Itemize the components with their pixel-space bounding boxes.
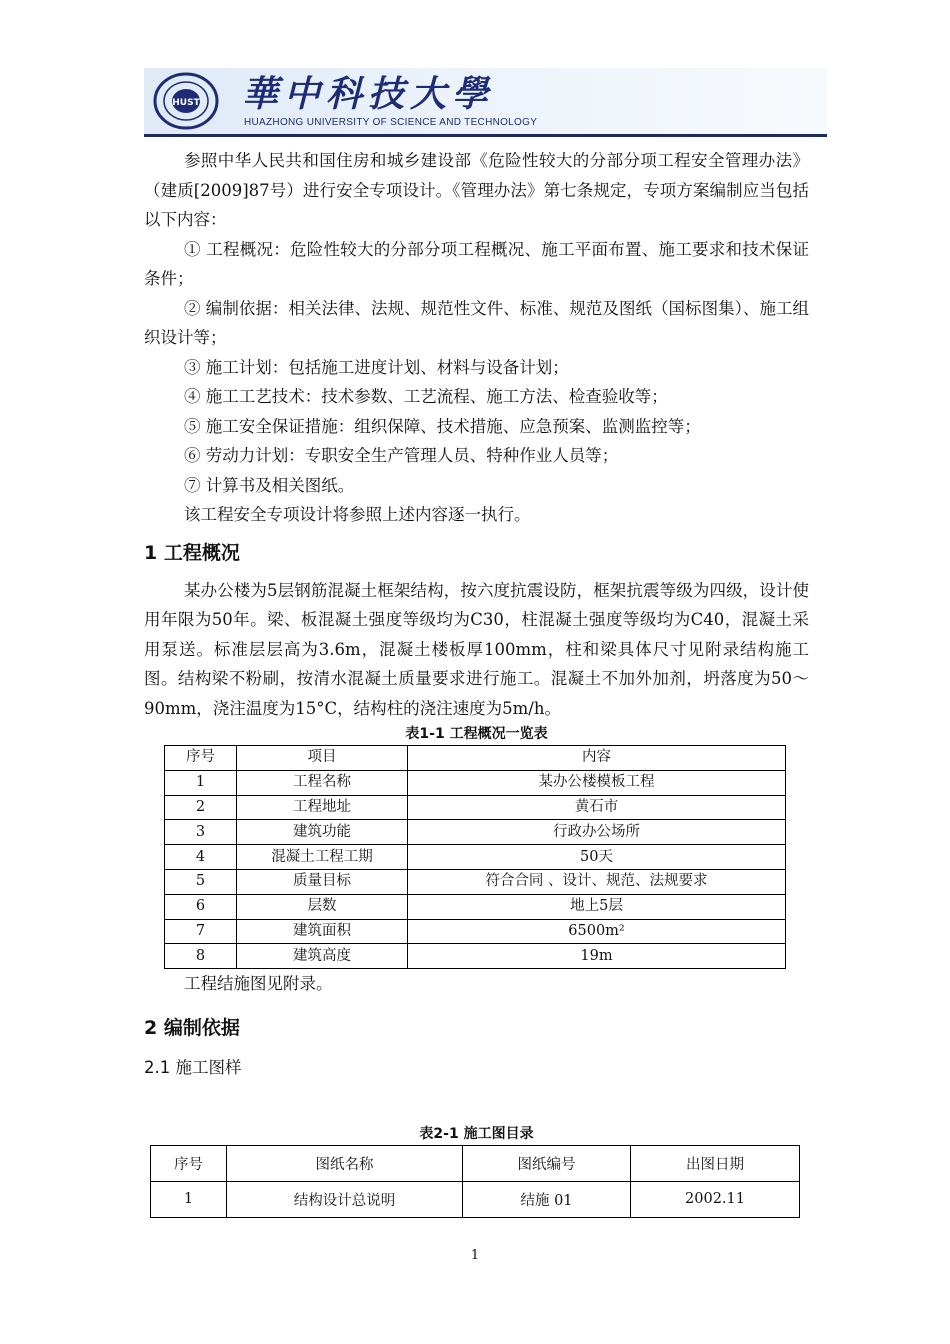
table-cell: 黄石市 [408,795,786,820]
project-overview-table [164,745,786,969]
table-cell: 1 [151,1181,227,1217]
table-row [165,944,786,969]
table-cell: 符合合同 、设计、规范、法规要求 [408,869,786,894]
table-header: 出图日期 [631,1145,800,1181]
table-header-row [165,746,786,771]
table-cell: 建筑功能 [237,820,408,845]
table-cell: 行政办公场所 [408,820,786,845]
section-1-paragraph: 某办公楼为5层钢筋混凝土框架结构，按六度抗震设防，框架抗震等级为四级，设计使用年限为50年。梁、板混凝土强度等级均为C30，柱混凝土强度等级均为C40，混凝土采用泵送。标准层层高为3.6m，混凝土楼板厚100mm，柱和梁具体尺寸见附录结构施工图。结构梁不粉刷，按清水混凝土质量要求进行施工。混凝土不加外加剂，坍落度为50～90mm，浇注温度为15°C，结构柱的浇注速度为5m/h。 [144,580,809,718]
section-2-1-heading: 2.1 施工图样 [144,1057,242,1077]
list-item: ④ 施工工艺技术：技术参数、工艺流程、施工方法、检查验收等； [184,387,668,406]
table-cell: 建筑高度 [237,944,408,969]
table-cell: 质量目标 [237,869,408,894]
section-2-heading: 2 编制依据 [144,1016,240,1039]
table-row [165,894,786,919]
header-banner [144,68,827,137]
table-cell: 6 [165,894,237,919]
list-item: ⑦ 计算书及相关图纸。 [184,475,355,495]
table-cell: 建筑面积 [237,919,408,944]
section-1-heading: 1 工程概况 [144,541,240,564]
table-cell: 8 [165,944,237,969]
table-header: 序号 [151,1145,227,1181]
list-item: ⑤ 施工安全保证措施：组织保障、技术措施、应急预案、监测监控等； [184,416,701,436]
table-cell: 地上5层 [408,894,786,919]
table-cell: 5 [165,869,237,894]
table-header: 图纸编号 [463,1145,631,1181]
table-cell: 结构设计总说明 [227,1181,463,1217]
table-cell: 2 [165,795,237,820]
table-cell: 2002.11 [631,1181,800,1217]
table-1-caption: 表1-1 工程概况一览表 [405,726,548,742]
list-item: ⑥ 劳动力计划：专职安全生产管理人员、特种作业人员等； [184,446,619,465]
table-header: 内容 [408,746,786,771]
table-row [151,1181,800,1217]
table-cell: 混凝土工程工期 [237,845,408,870]
table-row [165,820,786,845]
list-item: ② 编制依据：相关法律、法规、规范性文件、标准、规范及图纸（国标图集）、施工组织设计等； [144,298,809,347]
after-table-note: 工程结施图见附录。 [184,974,333,994]
table-cell: 1 [165,770,237,795]
seal-text: HUST [172,98,200,108]
table-cell: 50天 [408,845,786,870]
table-cell: 3 [165,820,237,845]
table-row [165,770,786,795]
table-cell: 工程名称 [237,770,408,795]
university-name-cn: 華中科技大學 [242,73,495,115]
table-row [165,869,786,894]
table-cell: 结施 01 [463,1181,631,1217]
university-seal-icon [152,72,220,130]
page-number: 1 [470,1248,480,1263]
table-header-row [151,1145,800,1181]
table-row [165,919,786,944]
table-header: 图纸名称 [227,1145,463,1181]
list-item: ① 工程概况：危险性较大的分部分项工程概况、施工平面布置、施工要求和技术保证条件； [144,239,809,288]
table-row [165,795,786,820]
table-cell: 6500m² [408,919,786,944]
table-header: 项目 [237,746,408,771]
intro-closing: 该工程安全专项设计将参照上述内容逐一执行。 [184,505,531,524]
list-item: ③ 施工计划：包括施工进度计划、材料与设备计划； [184,357,569,377]
intro-paragraph: 参照中华人民共和国住房和城乡建设部《危险性较大的分部分项工程安全管理办法》（建质[2009]87号）进行安全专项设计。《管理办法》第七条规定，专项方案编制应当包括以下内容： [144,151,809,229]
document-body [144,146,809,1218]
table-row [165,845,786,870]
table-cell: 7 [165,919,237,944]
table-cell: 19m [408,944,786,969]
table-2-caption: 表2-1 施工图目录 [419,1125,534,1142]
table-cell: 4 [165,845,237,870]
table-cell: 工程地址 [237,795,408,820]
table-cell: 层数 [237,894,408,919]
table-header: 序号 [165,746,237,771]
table-cell: 某办公楼模板工程 [408,770,786,795]
drawing-list-table [150,1145,800,1218]
university-name-en: HUAZHONG UNIVERSITY OF SCIENCE AND TECHNOLOGY [244,117,538,128]
